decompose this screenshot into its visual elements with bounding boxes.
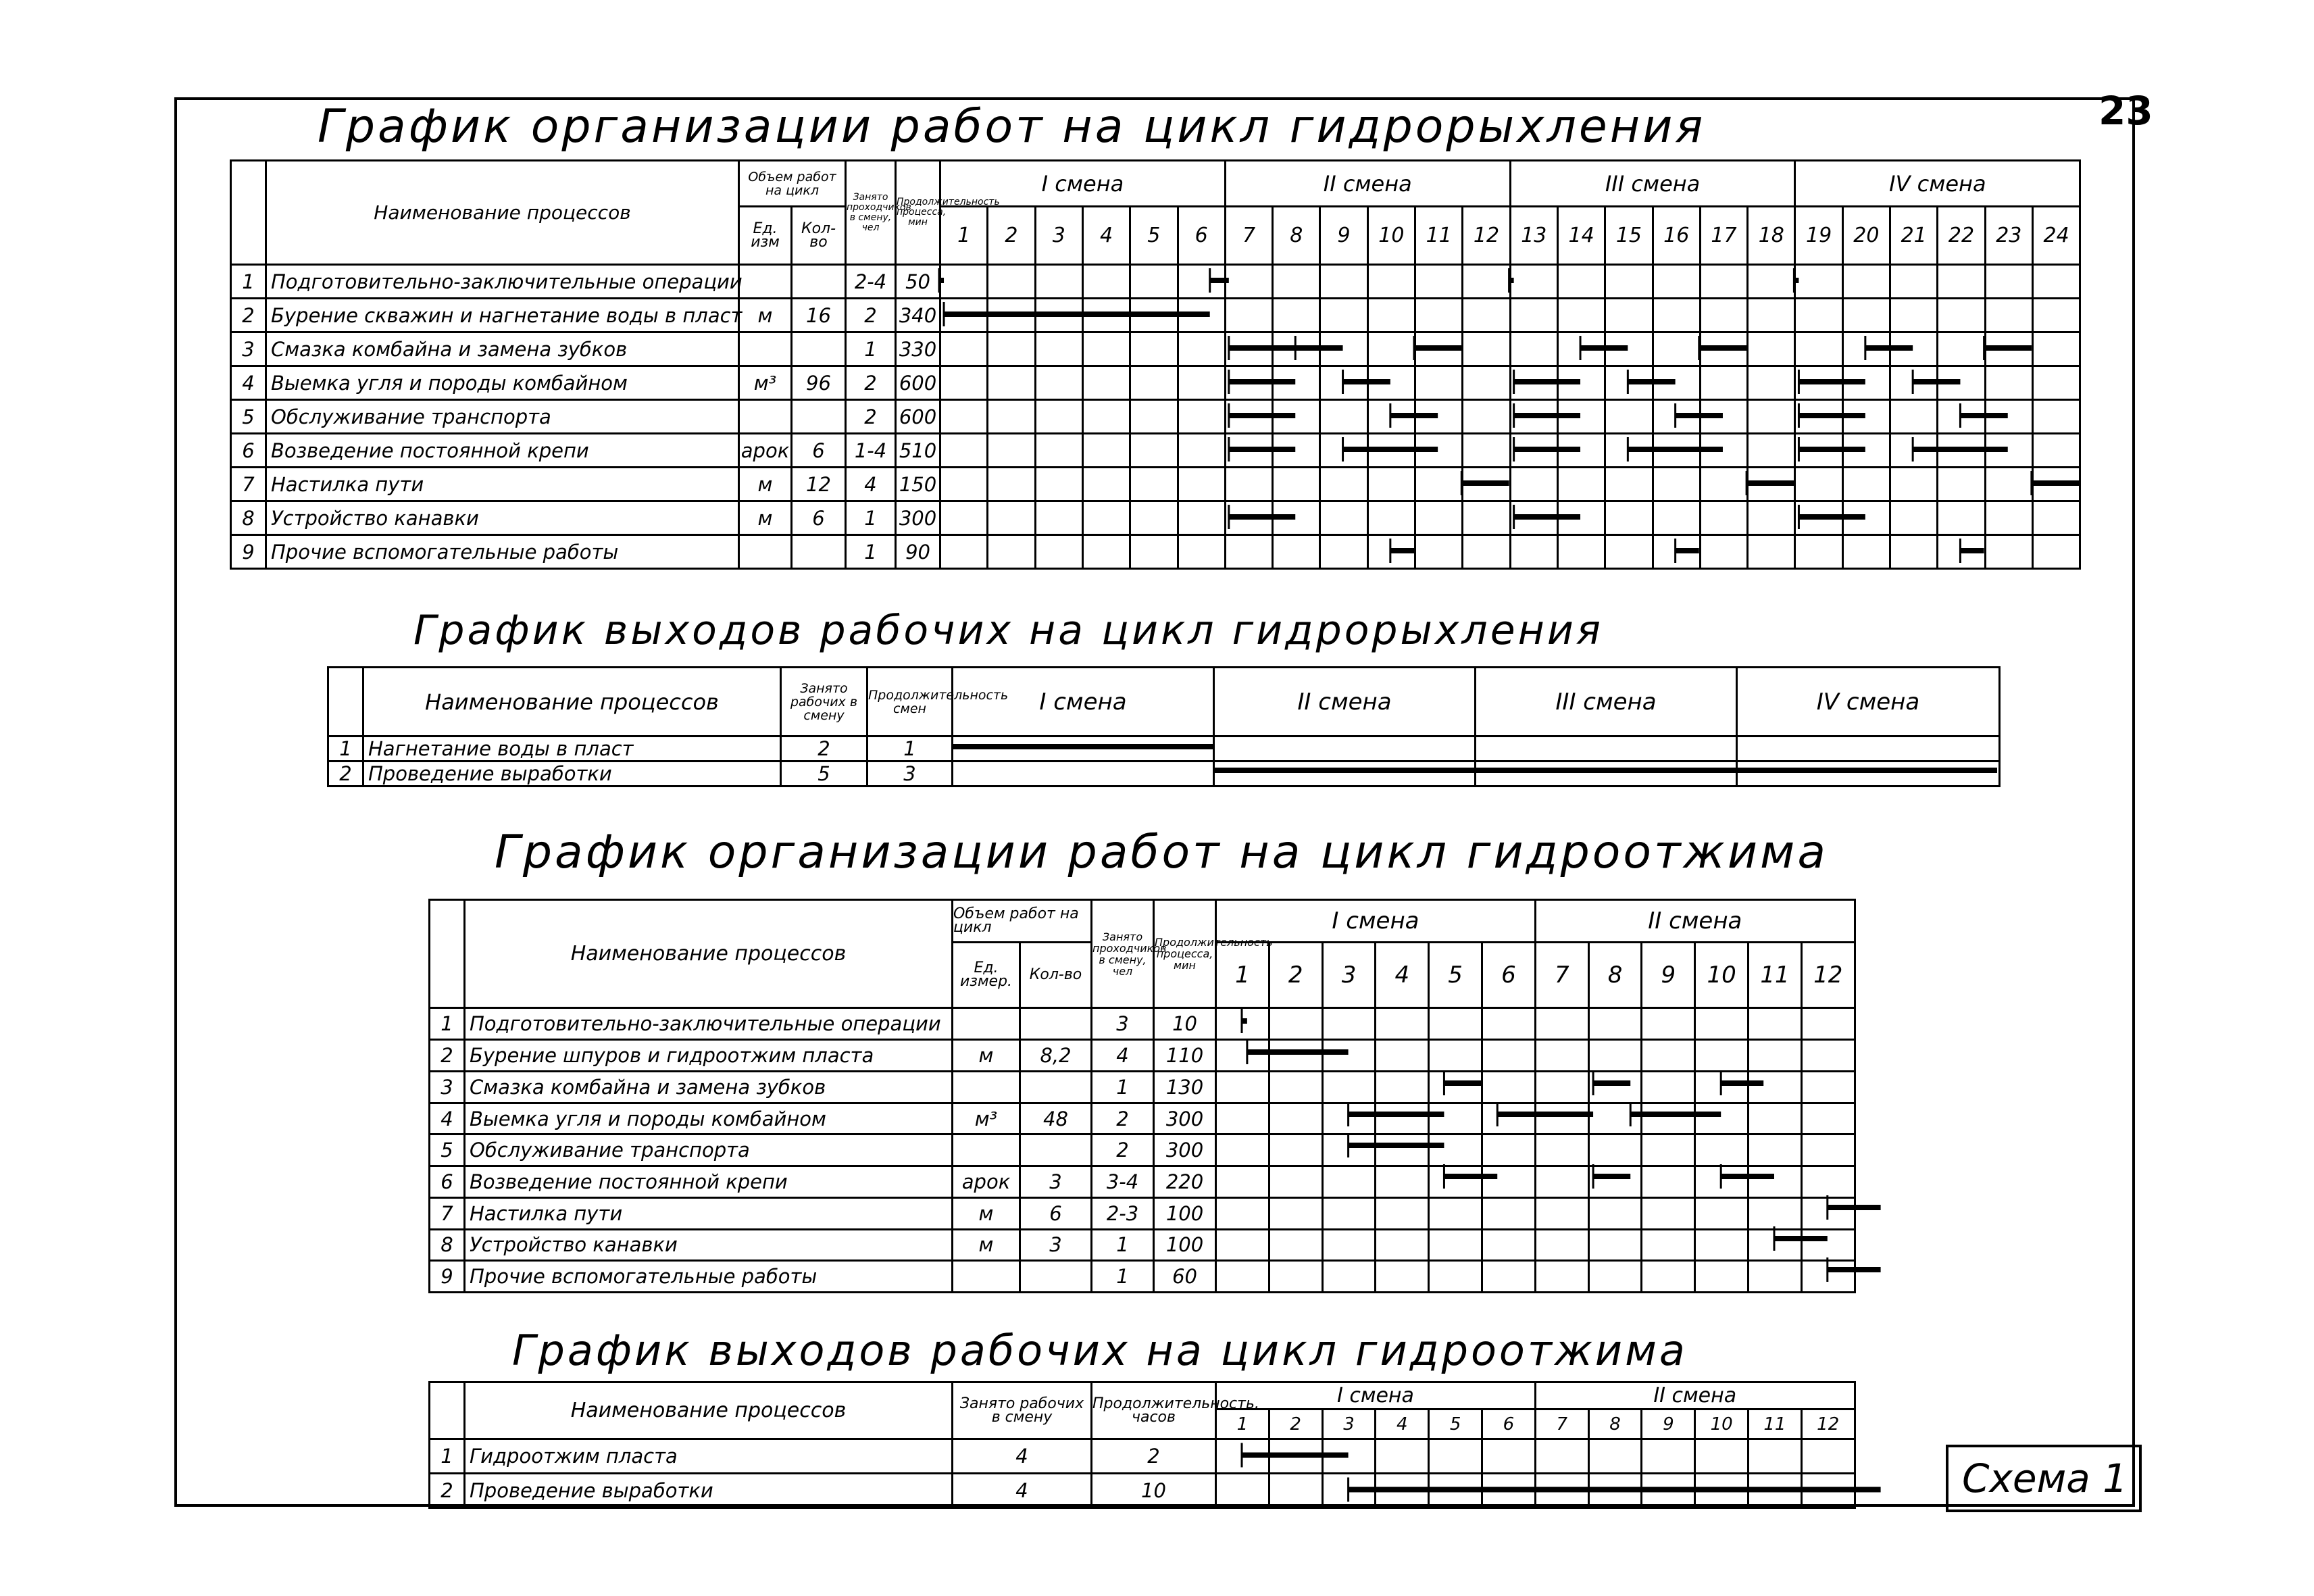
t2-row-workers: 5 bbox=[781, 762, 867, 787]
t3-shift-1: I смена bbox=[1216, 900, 1536, 943]
t1-duration-header: Продолжительность процесса, мин bbox=[896, 161, 940, 265]
t4-row-number: 2 bbox=[430, 1474, 465, 1508]
t1-hour: 21 bbox=[1890, 207, 1938, 265]
t3-row-duration: 300 bbox=[1154, 1134, 1216, 1166]
t4-workers-header: Занято рабочих в смену bbox=[953, 1382, 1092, 1439]
t3-hour: 9 bbox=[1642, 942, 1695, 1008]
t1-shift-1: I смена bbox=[940, 161, 1226, 207]
t1-row-unit: м³ bbox=[739, 366, 792, 400]
t1-shift-3: III смена bbox=[1510, 161, 1795, 207]
t1-row-number: 2 bbox=[231, 299, 266, 332]
t1-row-duration: 510 bbox=[896, 434, 940, 468]
t3-row-workers: 2 bbox=[1092, 1134, 1154, 1166]
t3-row-number: 9 bbox=[430, 1261, 465, 1293]
t4-row-workers: 4 bbox=[953, 1439, 1092, 1474]
t1-hour: 17 bbox=[1700, 207, 1747, 265]
t2-row-duration: 1 bbox=[867, 737, 953, 762]
t1-hour: 16 bbox=[1653, 207, 1700, 265]
t2-row-name: Проведение выработки bbox=[363, 762, 781, 787]
t2-row-workers: 2 bbox=[781, 737, 867, 762]
t1-hour: 8 bbox=[1273, 207, 1320, 265]
t3-row-workers: 4 bbox=[1092, 1040, 1154, 1072]
t4-name-header: Наименование процессов bbox=[465, 1382, 953, 1439]
t1-hour: 20 bbox=[1842, 207, 1890, 265]
t3-hour: 10 bbox=[1695, 942, 1749, 1008]
t1-hour: 7 bbox=[1225, 207, 1272, 265]
t1-row-number: 7 bbox=[231, 468, 266, 501]
t1-row-unit: м bbox=[739, 468, 792, 501]
t3-row-workers: 2 bbox=[1092, 1103, 1154, 1134]
t3-row-workers: 2-3 bbox=[1092, 1197, 1154, 1229]
t3-row-duration: 220 bbox=[1154, 1166, 1216, 1198]
t1-shift-2: II смена bbox=[1225, 161, 1510, 207]
t1-workers-header: Занято проходчиков в смену, чел bbox=[846, 161, 896, 265]
t1-row-duration: 600 bbox=[896, 366, 940, 400]
t4-hour: 1 bbox=[1216, 1410, 1269, 1439]
t4-row-name: Гидроотжим пласта bbox=[465, 1439, 953, 1474]
t1-row-name: Подготовительно-заключительные операции bbox=[266, 265, 739, 299]
t3-row-name: Устройство канавки bbox=[465, 1229, 953, 1261]
t3-row-name: Бурение шпуров и гидроотжим пласта bbox=[465, 1040, 953, 1072]
t2-duration-header: Продолжительность смен bbox=[867, 668, 953, 737]
t3-row-unit: арок bbox=[953, 1166, 1020, 1198]
page-number: 23 bbox=[2098, 88, 2153, 134]
t3-row-unit: м bbox=[953, 1040, 1020, 1072]
t1-row-duration: 90 bbox=[896, 535, 940, 569]
t1-row-number: 1 bbox=[231, 265, 266, 299]
t3-row-name: Возведение постоянной крепи bbox=[465, 1166, 953, 1198]
t2-row-name: Нагнетание воды в пласт bbox=[363, 737, 781, 762]
t3-row-qty: 6 bbox=[1020, 1197, 1092, 1229]
t1-row-workers: 1 bbox=[846, 332, 896, 366]
t1-hour: 6 bbox=[1178, 207, 1225, 265]
t1-hour: 11 bbox=[1415, 207, 1463, 265]
t4-hour: 7 bbox=[1535, 1410, 1588, 1439]
t3-row-number: 6 bbox=[430, 1166, 465, 1198]
t1-row-workers: 2 bbox=[846, 400, 896, 434]
t3-row-number: 2 bbox=[430, 1040, 465, 1072]
t1-hour: 14 bbox=[1557, 207, 1605, 265]
t1-row-workers: 1-4 bbox=[846, 434, 896, 468]
t3-hour: 11 bbox=[1749, 942, 1802, 1008]
t3-row-unit: м bbox=[953, 1229, 1020, 1261]
t2-row-duration: 3 bbox=[867, 762, 953, 787]
t1-row-duration: 150 bbox=[896, 468, 940, 501]
table4-title: График выходов рабочих на цикл гидроотжима bbox=[512, 1326, 1688, 1375]
t1-hour: 22 bbox=[1938, 207, 1985, 265]
t1-row-workers: 2-4 bbox=[846, 265, 896, 299]
t1-row-unit: арок bbox=[739, 434, 792, 468]
t1-row-duration: 300 bbox=[896, 501, 940, 535]
t1-row-number: 6 bbox=[231, 434, 266, 468]
t3-hour: 5 bbox=[1429, 942, 1482, 1008]
t1-hour: 4 bbox=[1082, 207, 1130, 265]
t4-duration-header: Продолжительность, часов bbox=[1092, 1382, 1216, 1439]
t1-row-name: Возведение постоянной крепи bbox=[266, 434, 739, 468]
t2-shift-4: IV смена bbox=[1737, 668, 2000, 737]
t3-row-duration: 130 bbox=[1154, 1071, 1216, 1103]
t1-hour: 19 bbox=[1795, 207, 1842, 265]
t2-row-number: 2 bbox=[328, 762, 363, 787]
t3-duration-header: Продолжительность процесса, мин bbox=[1154, 900, 1216, 1008]
t1-row-number: 4 bbox=[231, 366, 266, 400]
t1-row-workers: 2 bbox=[846, 299, 896, 332]
t1-row-name: Бурение скважин и нагнетание воды в пласт bbox=[266, 299, 739, 332]
t4-hour: 8 bbox=[1588, 1410, 1642, 1439]
t3-hour: 3 bbox=[1322, 942, 1376, 1008]
t1-row-name: Прочие вспомогательные работы bbox=[266, 535, 739, 569]
t4-hour: 6 bbox=[1482, 1410, 1535, 1439]
t1-hour: 23 bbox=[1985, 207, 2032, 265]
t3-row-name: Подготовительно-заключительные операции bbox=[465, 1008, 953, 1040]
t3-row-number: 8 bbox=[430, 1229, 465, 1261]
t3-row-workers: 1 bbox=[1092, 1261, 1154, 1293]
t1-row-number: 9 bbox=[231, 535, 266, 569]
t3-row-unit: м³ bbox=[953, 1103, 1020, 1134]
t3-hour: 4 bbox=[1376, 942, 1429, 1008]
t3-row-number: 7 bbox=[430, 1197, 465, 1229]
t3-row-unit: м bbox=[953, 1197, 1020, 1229]
t3-row-duration: 100 bbox=[1154, 1229, 1216, 1261]
t3-row-workers: 3-4 bbox=[1092, 1166, 1154, 1198]
t2-name-header: Наименование процессов bbox=[363, 668, 781, 737]
t3-row-duration: 10 bbox=[1154, 1008, 1216, 1040]
table3-title: График организации работ на цикл гидроотжима bbox=[495, 826, 1828, 879]
t4-row-number: 1 bbox=[430, 1439, 465, 1474]
t1-hour: 10 bbox=[1367, 207, 1415, 265]
t1-row-unit: м bbox=[739, 501, 792, 535]
t1-row-qty: 6 bbox=[792, 434, 846, 468]
t3-row-qty: 8,2 bbox=[1020, 1040, 1092, 1072]
t4-hour: 3 bbox=[1322, 1410, 1376, 1439]
t1-unit-header: Ед. изм bbox=[739, 207, 792, 265]
t3-row-name: Смазка комбайна и замена зубков bbox=[465, 1071, 953, 1103]
t3-row-duration: 60 bbox=[1154, 1261, 1216, 1293]
t4-shift-1: I смена bbox=[1216, 1382, 1536, 1410]
t3-hour: 12 bbox=[1801, 942, 1855, 1008]
t1-row-qty: 6 bbox=[792, 501, 846, 535]
t2-shift-1: I смена bbox=[953, 668, 1214, 737]
t4-hour: 12 bbox=[1801, 1410, 1855, 1439]
t1-row-duration: 600 bbox=[896, 400, 940, 434]
t1-hour: 1 bbox=[940, 207, 988, 265]
t3-row-duration: 300 bbox=[1154, 1103, 1216, 1134]
t1-row-workers: 1 bbox=[846, 535, 896, 569]
t1-row-workers: 4 bbox=[846, 468, 896, 501]
t3-row-duration: 100 bbox=[1154, 1197, 1216, 1229]
t3-hour: 7 bbox=[1535, 942, 1588, 1008]
t3-hour: 1 bbox=[1216, 942, 1269, 1008]
t1-row-duration: 50 bbox=[896, 265, 940, 299]
t1-hour: 5 bbox=[1130, 207, 1178, 265]
t1-hour: 2 bbox=[988, 207, 1035, 265]
t3-hour: 2 bbox=[1269, 942, 1322, 1008]
schema-label-text: Схема 1 bbox=[1962, 1455, 2128, 1501]
t4-hour: 4 bbox=[1376, 1410, 1429, 1439]
t4-hour: 5 bbox=[1429, 1410, 1482, 1439]
t1-row-workers: 1 bbox=[846, 501, 896, 535]
t1-volume-header: Объем работ на цикл bbox=[739, 161, 846, 207]
t1-row-name: Обслуживание транспорта bbox=[266, 400, 739, 434]
t3-row-number: 5 bbox=[430, 1134, 465, 1166]
t4-hour: 9 bbox=[1642, 1410, 1695, 1439]
t1-row-name: Устройство канавки bbox=[266, 501, 739, 535]
t1-hour: 12 bbox=[1463, 207, 1510, 265]
t1-row-unit: м bbox=[739, 299, 792, 332]
t3-row-workers: 1 bbox=[1092, 1229, 1154, 1261]
t3-workers-header: Занято проходчиков в смену, чел bbox=[1092, 900, 1154, 1008]
t3-volume-header: Объем работ на цикл bbox=[953, 900, 1092, 943]
t2-shift-3: III смена bbox=[1476, 668, 1737, 737]
t1-row-name: Выемка угля и породы комбайном bbox=[266, 366, 739, 400]
table2-title: График выходов рабочих на цикл гидрорыхления bbox=[413, 607, 1603, 654]
t4-row-duration: 2 bbox=[1092, 1439, 1216, 1474]
t3-row-number: 3 bbox=[430, 1071, 465, 1103]
t3-row-workers: 3 bbox=[1092, 1008, 1154, 1040]
t4-hour: 2 bbox=[1269, 1410, 1322, 1439]
t2-shift-2: II смена bbox=[1214, 668, 1476, 737]
t3-row-name: Прочие вспомогательные работы bbox=[465, 1261, 953, 1293]
t3-qty-header: Кол-во bbox=[1020, 942, 1092, 1008]
t1-qty-header: Кол-во bbox=[792, 207, 846, 265]
t3-name-header: Наименование процессов bbox=[465, 900, 953, 1008]
t1-row-qty: 96 bbox=[792, 366, 846, 400]
table1-title: График организации работ на цикл гидрорыхления bbox=[318, 100, 1706, 153]
t1-shift-4: IV смена bbox=[1795, 161, 2080, 207]
t1-row-qty: 16 bbox=[792, 299, 846, 332]
t3-row-name: Настилка пути bbox=[465, 1197, 953, 1229]
t1-row-duration: 330 bbox=[896, 332, 940, 366]
t3-shift-2: II смена bbox=[1535, 900, 1855, 943]
t2-workers-header: Занято рабочих в смену bbox=[781, 668, 867, 737]
t3-hour: 8 bbox=[1588, 942, 1642, 1008]
t1-name-header: Наименование процессов bbox=[266, 161, 739, 265]
t1-row-number: 3 bbox=[231, 332, 266, 366]
t3-row-qty: 48 bbox=[1020, 1103, 1092, 1134]
t4-hour: 11 bbox=[1749, 1410, 1802, 1439]
t1-row-duration: 340 bbox=[896, 299, 940, 332]
t4-row-name: Проведение выработки bbox=[465, 1474, 953, 1508]
t1-hour: 3 bbox=[1035, 207, 1082, 265]
t3-row-number: 4 bbox=[430, 1103, 465, 1134]
t1-hour: 9 bbox=[1320, 207, 1367, 265]
t1-row-qty: 12 bbox=[792, 468, 846, 501]
t1-hour: 24 bbox=[2032, 207, 2080, 265]
t1-row-name: Смазка комбайна и замена зубков bbox=[266, 332, 739, 366]
t4-shift-2: II смена bbox=[1535, 1382, 1855, 1410]
t4-row-workers: 4 bbox=[953, 1474, 1092, 1508]
t1-row-number: 5 bbox=[231, 400, 266, 434]
t1-row-workers: 2 bbox=[846, 366, 896, 400]
t4-hour: 10 bbox=[1695, 1410, 1749, 1439]
t3-row-duration: 110 bbox=[1154, 1040, 1216, 1072]
t3-row-qty: 3 bbox=[1020, 1229, 1092, 1261]
t1-hour: 15 bbox=[1605, 207, 1653, 265]
t3-row-workers: 1 bbox=[1092, 1071, 1154, 1103]
t3-hour: 6 bbox=[1482, 942, 1536, 1008]
t3-unit-header: Ед. измер. bbox=[953, 942, 1020, 1008]
t3-row-name: Выемка угля и породы комбайном bbox=[465, 1103, 953, 1134]
t3-row-name: Обслуживание транспорта bbox=[465, 1134, 953, 1166]
t1-hour: 18 bbox=[1748, 207, 1795, 265]
t2-row-number: 1 bbox=[328, 737, 363, 762]
t3-row-qty: 3 bbox=[1020, 1166, 1092, 1198]
t3-row-number: 1 bbox=[430, 1008, 465, 1040]
t1-row-name: Настилка пути bbox=[266, 468, 739, 501]
t4-row-duration: 10 bbox=[1092, 1474, 1216, 1508]
t1-row-number: 8 bbox=[231, 501, 266, 535]
t1-hour: 13 bbox=[1510, 207, 1557, 265]
